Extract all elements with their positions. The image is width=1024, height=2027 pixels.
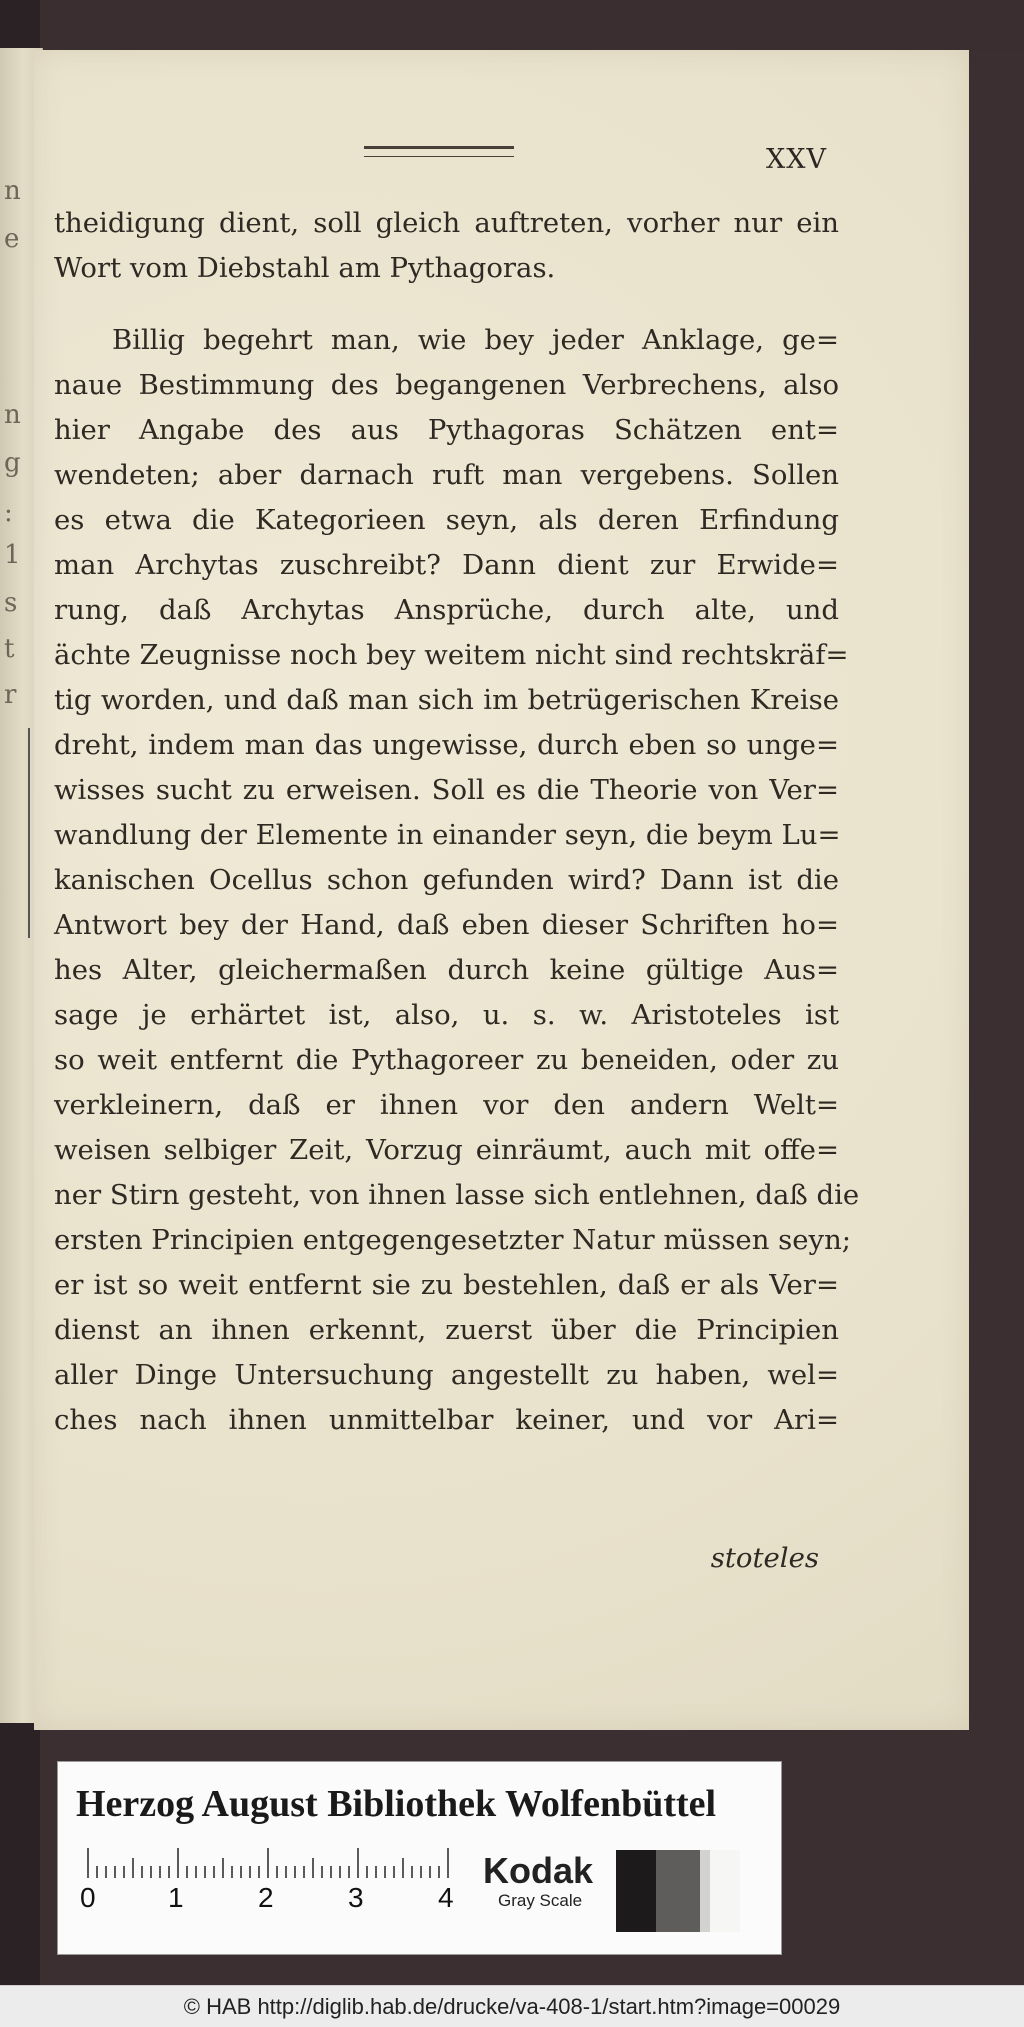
text-line: wandlung der Elemente in einander seyn, die beym Lu= (54, 819, 841, 851)
text-line: sage je erhärtet ist, also, u. s. w. Aristoteles ist (54, 999, 839, 1031)
ruler-number: 0 (80, 1882, 96, 1913)
ruler-number: 2 (258, 1882, 274, 1913)
text-line: ner Stirn gesteht, von ihnen lasse sich entlehnen, daß die (54, 1179, 860, 1211)
kodak-logo: Kodak (483, 1850, 594, 1891)
gray-swatch-dark (656, 1850, 700, 1932)
text-line: rung, daß Archytas Ansprüche, durch alte, und (54, 594, 839, 626)
text-line: Antwort bey der Hand, daß eben dieser Schriften ho= (54, 909, 839, 941)
gray-swatch-black (616, 1850, 656, 1932)
ruler-ticks (84, 1848, 454, 1878)
text-line: dreht, indem man das ungewisse, durch eben so unge= (54, 729, 839, 761)
page-edge-fragment: 1 (4, 540, 21, 570)
gray-scale-label: Gray Scale (498, 1891, 583, 1910)
color-target (57, 1761, 782, 1955)
scan-background-top (0, 0, 1024, 50)
page-edge-fragment: t (4, 634, 15, 664)
text-line: man Archytas zuschreibt? Dann dient zur Erwide= (54, 549, 839, 581)
text-line: dienst an ihnen erkennt, zuerst über die Principien (54, 1314, 839, 1346)
catchword: stoteles (710, 1542, 819, 1574)
text-line: wendeten; aber darnach ruft man vergebens. Sollen (54, 459, 839, 491)
library-name: Herzog August Bibliothek Wolfenbüttel (76, 1783, 717, 1825)
text-line: tig worden, und daß man sich im betrügerischen Kreise (54, 684, 839, 716)
text-line: ächte Zeugnisse noch bey weitem nicht sind rechtskräf= (54, 639, 849, 671)
text-line: naue Bestimmung des begangenen Verbrechens, also (54, 369, 839, 401)
text-line: hier Angabe des aus Pythagoras Schätzen ent= (54, 414, 839, 446)
text-line: wisses sucht zu erweisen. Soll es die Theorie von Ver= (54, 774, 839, 806)
page-edge-fragment: g (4, 448, 21, 478)
text-line: verkleinern, daß er ihnen vor den andern Welt= (54, 1089, 839, 1121)
page-edge-fragment: r (4, 680, 17, 710)
page-edge-fragment: e (4, 224, 20, 254)
ruler-number: 4 (438, 1882, 454, 1913)
page-edge-fragment: n (4, 400, 21, 430)
page-edge-rule (28, 728, 30, 938)
text-line: kanischen Ocellus schon gefunden wird? Dann ist die (54, 864, 839, 896)
book-page (34, 50, 969, 1730)
ruler-number: 3 (348, 1882, 364, 1913)
text-line: aller Dinge Untersuchung angestellt zu haben, wel= (54, 1359, 839, 1391)
gray-swatch-white (710, 1850, 740, 1932)
text-line: Wort vom Diebstahl am Pythagoras. (54, 252, 556, 284)
gray-swatch-light (700, 1850, 710, 1932)
ruler-number: 1 (168, 1882, 184, 1913)
page-number: XXV (766, 144, 827, 175)
copyright-footer: © HAB http://diglib.hab.de/drucke/va-408-1/start.htm?image=00029 (0, 1985, 1024, 2027)
page-edge-fragment: : (4, 498, 13, 528)
text-line: er ist so weit entfernt sie zu bestehlen, daß er als Ver= (54, 1269, 839, 1301)
header-rule (364, 146, 514, 157)
text-line: Billig begehrt man, wie bey jeder Anklage, ge= (112, 324, 839, 356)
text-line: es etwa die Kategorieen seyn, als deren Erfindung (54, 504, 839, 536)
text-line: weisen selbiger Zeit, Vorzug einräumt, auch mit offe= (54, 1134, 839, 1166)
text-line: ches nach ihnen unmittelbar keiner, und vor Ari= (54, 1404, 839, 1436)
text-line: theidigung dient, soll gleich auftreten, vorher nur ein (54, 207, 839, 239)
scale-ruler (80, 1848, 454, 1913)
page-edge-fragment: n (4, 176, 21, 206)
text-line: ersten Principien entgegengesetzter Natur müssen seyn; (54, 1224, 852, 1256)
page-edge-fragment: s (4, 588, 18, 618)
text-line: hes Alter, gleichermaßen durch keine gültige Aus= (54, 954, 839, 986)
text-line: so weit entfernt die Pythagoreer zu beneiden, oder zu (54, 1044, 839, 1076)
